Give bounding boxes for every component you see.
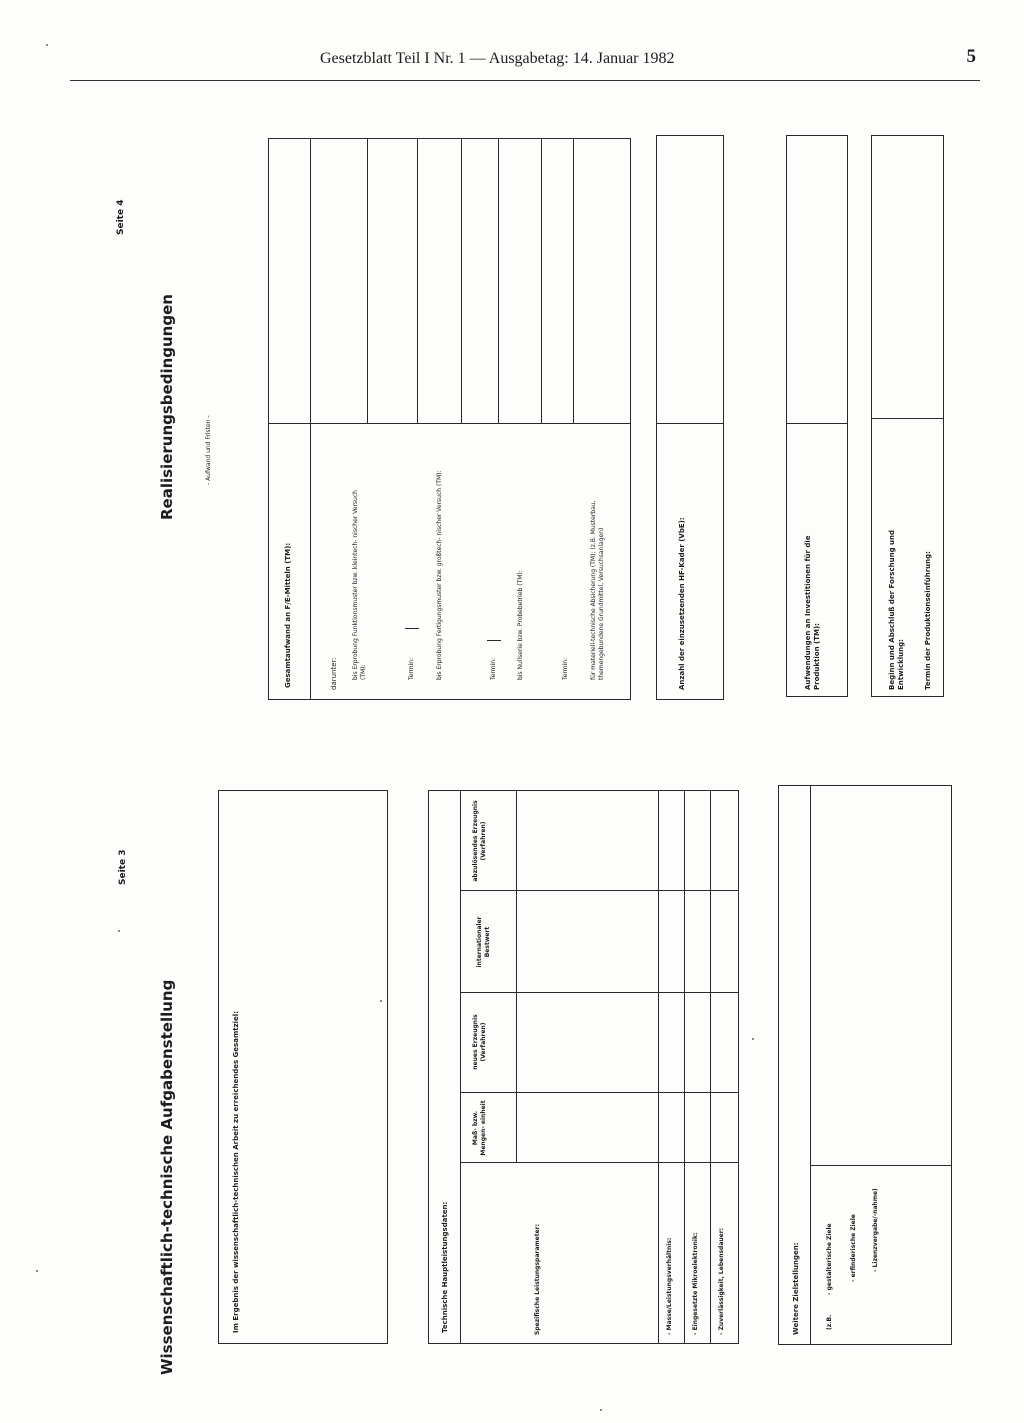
page-header (70, 48, 980, 81)
ziel-lizenz: - Lizenzvergabe/-nahme) (872, 1188, 879, 1272)
page3-heading: Wissenschaftlich-technische Aufgabenstellung (158, 979, 176, 1375)
row-zuverlaessigkeit: - Zuverlässigkeit, Lebensdauer: (718, 1227, 725, 1335)
gesamtaufwand-label: Gesamtaufwand an F/E-Mitteln (TM): (284, 542, 292, 688)
seite4-label: Seite 4 (116, 199, 126, 235)
ziel-gestalterisch: - gestalterische Ziele (826, 1223, 833, 1295)
page4-subheading: - Aufwand und Fristen - (205, 415, 212, 485)
item-fertigungsmuster: bis Erprobung Fertigungsmuster bzw. großtech- nischer Versuch (TM): (436, 470, 443, 680)
item-funktionsmuster: bis Erprobung Funktionsmuster bzw. kleintech- nischer Versuch (TM): (352, 490, 367, 680)
col-einheit: Maß- bzw. Mengen- einheit (472, 1100, 487, 1156)
termin-3: Termin: (562, 657, 569, 680)
gesamtziel-label: Im Ergebnis der wissenschaftlich-technischen Arbeit zu erreichendes Gesamtziel: (232, 1010, 240, 1333)
seite3-label: Seite 3 (118, 849, 128, 885)
gesamtziel-box (218, 790, 388, 1344)
spezifische-label: Spezifische Leistungsparameter: (534, 1223, 541, 1335)
tech-data-title: Technische Hauptleistungsdaten: (441, 1201, 449, 1333)
termin-1: Termin: (408, 657, 415, 680)
col-abzuloesend: abzulösendes Erzeugnis (Verfahren) (472, 800, 487, 882)
termine-box (871, 135, 944, 697)
hf-kader-box (656, 135, 724, 700)
page-number: 5 (966, 46, 976, 67)
produktion-label: Termin der Produktionseinführung: (924, 551, 932, 690)
darunter-label: darunter: (330, 657, 338, 690)
row-masse: - Masse/Leistungsverhältnis: (666, 1237, 673, 1335)
ziel-erfinderisch: - erfinderische Ziele (850, 1214, 857, 1282)
beginn-label: Beginn und Abschluß der Forschung und Entwicklung: (888, 530, 905, 690)
termin-2: Termin: (490, 657, 497, 680)
col-bestwert: internationaler Bestwert (476, 916, 491, 968)
investitionen-label: Aufwendungen an Investitionen für die Produktion (TM): (804, 535, 821, 690)
zb-label: (z.B. (826, 1314, 833, 1330)
weitere-ziele-box (778, 785, 952, 1345)
item-nullserie: bis Nullserie bzw. Probebetrieb (TM): (517, 570, 524, 680)
realisierung-table (268, 138, 631, 700)
item-absicherung: für materiell-technische Absicherung (TM): (z.B. Musterbau, themengebundene Grundmittel, Versuchsanlagen) (590, 500, 605, 680)
gazette-title: Gesetzblatt Teil I Nr. 1 — Ausgabetag: 14. Januar 1982 (320, 50, 675, 67)
row-mikroelektronik: - Eingesetzte Mikroelektronik: (692, 1232, 699, 1335)
col-neues: neues Erzeugnis (Verfahren) (472, 1014, 487, 1070)
page4-heading: Realisierungsbedingungen (158, 294, 176, 520)
hf-kader-label: Anzahl der einzusetzenden HF-Kader (VbE): (678, 517, 686, 690)
weitere-ziele-title: Weitere Zielstellungen: (792, 1242, 800, 1335)
